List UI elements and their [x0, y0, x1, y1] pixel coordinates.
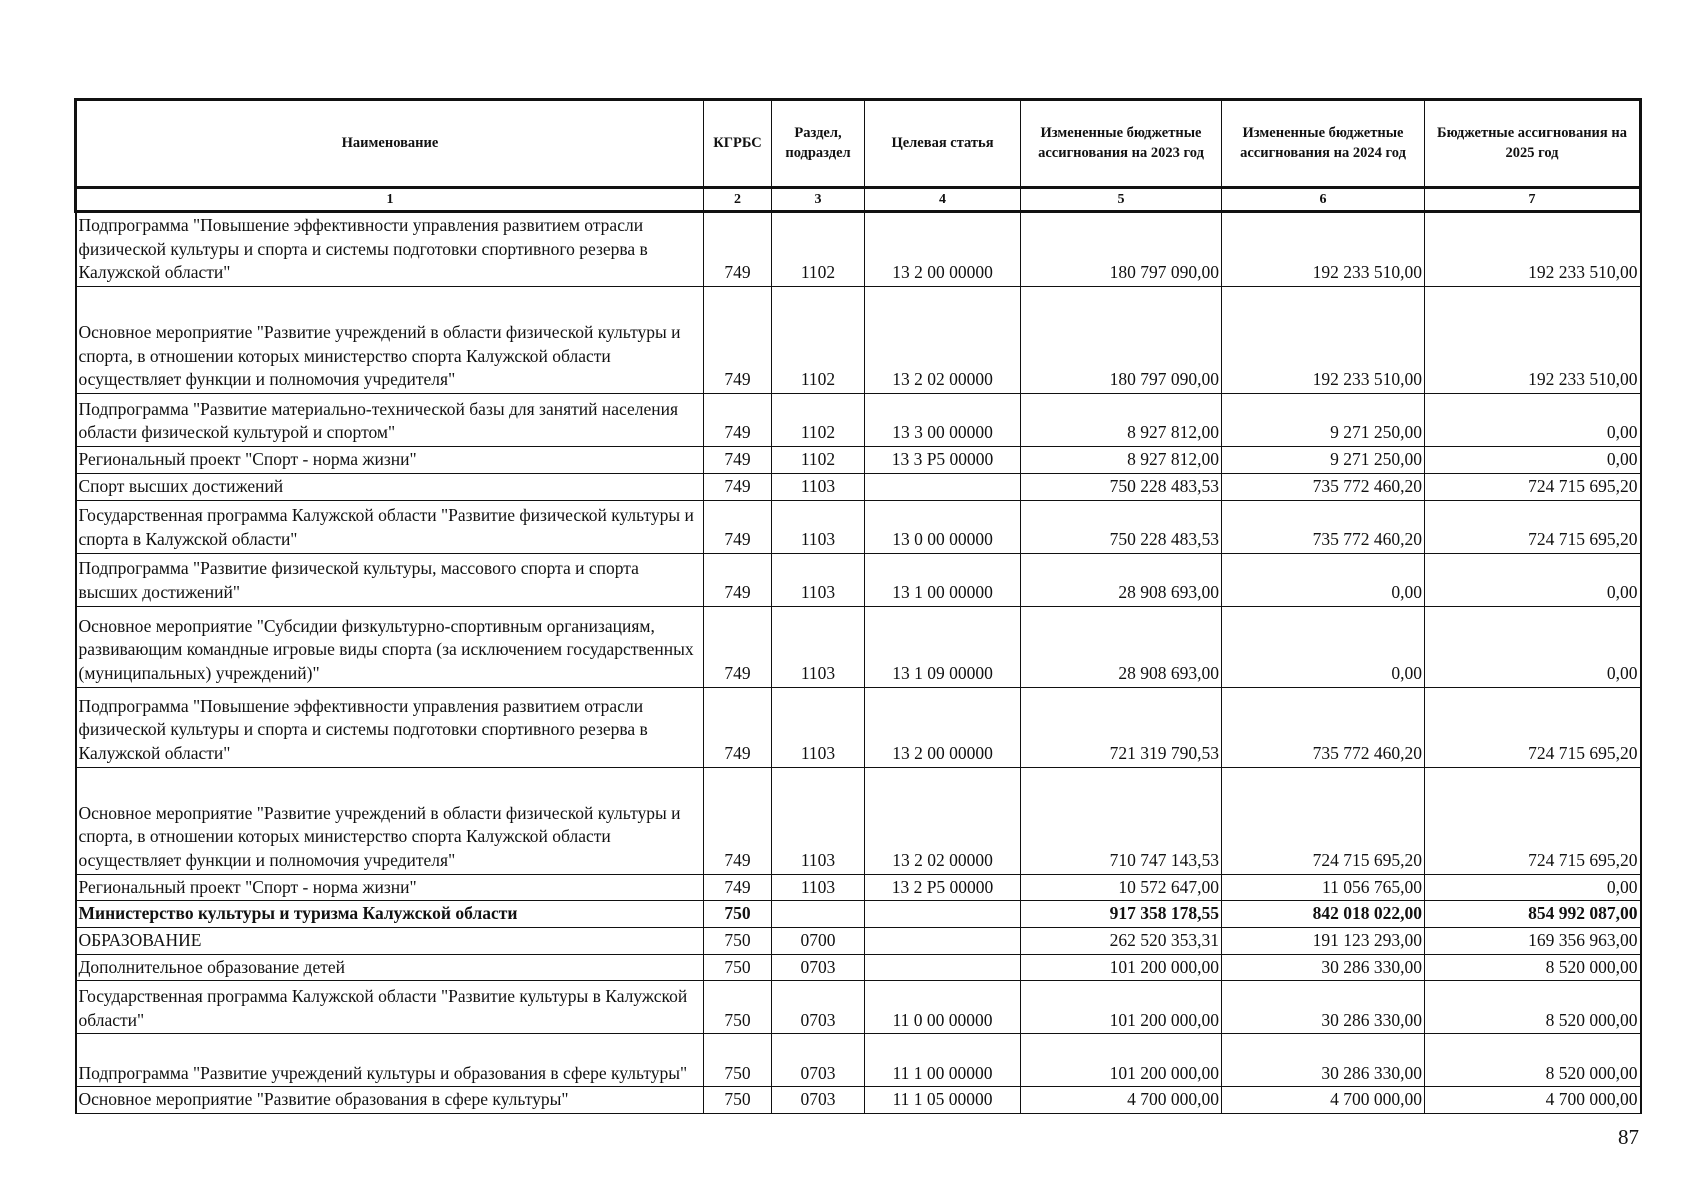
- row-2024: 30 286 330,00: [1222, 1034, 1425, 1087]
- column-number: 5: [1021, 188, 1222, 212]
- column-number: 7: [1425, 188, 1641, 212]
- table-row: [76, 606, 1641, 687]
- row-section: 1103: [772, 606, 865, 687]
- row-2023: 721 319 790,53: [1021, 687, 1222, 767]
- row-2024: 192 233 510,00: [1222, 287, 1425, 394]
- table-header: [76, 100, 1641, 212]
- column-number: 3: [772, 188, 865, 212]
- row-2025: 724 715 695,20: [1425, 474, 1641, 501]
- row-section: 0700: [772, 927, 865, 954]
- table-row: [76, 394, 1641, 447]
- row-target: 13 2 00 00000: [865, 212, 1021, 287]
- row-name: Основное мероприятие "Субсидии физкультурно-спортивным организациям, развивающим командные игровые виды спорта (за исключением государственных (муниципальных) учреждений)": [76, 606, 704, 687]
- header-2024: Измененные бюджетные ассигнования на 2024 год: [1222, 100, 1425, 188]
- row-target: [865, 954, 1021, 981]
- row-2025: 169 356 963,00: [1425, 927, 1641, 954]
- row-2024: 735 772 460,20: [1222, 500, 1425, 553]
- row-target: 13 2 02 00000: [865, 287, 1021, 394]
- row-kgrbs: 749: [704, 474, 772, 501]
- row-2024: 842 018 022,00: [1222, 901, 1425, 928]
- row-2024: 191 123 293,00: [1222, 927, 1425, 954]
- row-target: 13 2 00 00000: [865, 687, 1021, 767]
- row-2023: 10 572 647,00: [1021, 874, 1222, 901]
- row-name: Государственная программа Калужской области "Развитие физической культуры и спорта в Калужской области": [76, 500, 704, 553]
- budget-table: [74, 98, 1642, 1114]
- table-row: [76, 553, 1641, 606]
- row-2023: 262 520 353,31: [1021, 927, 1222, 954]
- row-section: 1103: [772, 874, 865, 901]
- row-2024: 4 700 000,00: [1222, 1087, 1425, 1114]
- row-2024: 735 772 460,20: [1222, 687, 1425, 767]
- row-2024: 192 233 510,00: [1222, 212, 1425, 287]
- row-section: 1103: [772, 474, 865, 501]
- header-2025: Бюджетные ассигнования на 2025 год: [1425, 100, 1641, 188]
- row-kgrbs: 749: [704, 606, 772, 687]
- row-target: 13 2 02 00000: [865, 767, 1021, 874]
- row-2024: 9 271 250,00: [1222, 447, 1425, 474]
- header-target: Целевая статья: [865, 100, 1021, 188]
- row-2023: 28 908 693,00: [1021, 553, 1222, 606]
- row-2025: 0,00: [1425, 447, 1641, 474]
- row-kgrbs: 750: [704, 954, 772, 981]
- row-section: 1102: [772, 447, 865, 474]
- row-2023: 8 927 812,00: [1021, 447, 1222, 474]
- row-kgrbs: 749: [704, 394, 772, 447]
- row-target: 13 3 P5 00000: [865, 447, 1021, 474]
- table-row: [76, 500, 1641, 553]
- table-row: [76, 1087, 1641, 1114]
- row-2023: 101 200 000,00: [1021, 954, 1222, 981]
- row-target: 13 2 P5 00000: [865, 874, 1021, 901]
- table-row: [76, 981, 1641, 1034]
- row-2024: 0,00: [1222, 606, 1425, 687]
- table-row: [76, 927, 1641, 954]
- row-2025: 0,00: [1425, 606, 1641, 687]
- row-2024: 9 271 250,00: [1222, 394, 1425, 447]
- row-kgrbs: 749: [704, 767, 772, 874]
- row-target: 13 1 00 00000: [865, 553, 1021, 606]
- header-2023: Измененные бюджетные ассигнования на 2023 год: [1021, 100, 1222, 188]
- row-2025: 8 520 000,00: [1425, 1034, 1641, 1087]
- table-row: [76, 447, 1641, 474]
- row-2025: 724 715 695,20: [1425, 500, 1641, 553]
- table-row: [76, 1034, 1641, 1087]
- row-2025: 192 233 510,00: [1425, 212, 1641, 287]
- row-name: Подпрограмма "Развитие материально-технической базы для занятий населения области физической культурой и спортом": [76, 394, 704, 447]
- row-section: 1103: [772, 767, 865, 874]
- column-number: 2: [704, 188, 772, 212]
- row-2024: 724 715 695,20: [1222, 767, 1425, 874]
- row-2025: 4 700 000,00: [1425, 1087, 1641, 1114]
- row-target: 11 1 00 00000: [865, 1034, 1021, 1087]
- row-name: Основное мероприятие "Развитие учреждений в области физической культуры и спорта, в отношении которых министерство спорта Калужской области осуществляет функции и полномочия учредителя": [76, 287, 704, 394]
- row-name: Региональный проект "Спорт - норма жизни": [76, 874, 704, 901]
- row-2023: 180 797 090,00: [1021, 212, 1222, 287]
- row-2025: 0,00: [1425, 874, 1641, 901]
- row-name: Министерство культуры и туризма Калужской области: [76, 901, 704, 928]
- row-2025: 8 520 000,00: [1425, 981, 1641, 1034]
- row-2023: 750 228 483,53: [1021, 500, 1222, 553]
- row-section: 0703: [772, 1034, 865, 1087]
- row-kgrbs: 749: [704, 553, 772, 606]
- row-kgrbs: 749: [704, 447, 772, 474]
- row-section: 1102: [772, 212, 865, 287]
- row-2023: 710 747 143,53: [1021, 767, 1222, 874]
- row-kgrbs: 750: [704, 901, 772, 928]
- row-2025: 192 233 510,00: [1425, 287, 1641, 394]
- row-kgrbs: 749: [704, 874, 772, 901]
- row-section: 0703: [772, 1087, 865, 1114]
- row-kgrbs: 750: [704, 1087, 772, 1114]
- row-name: Подпрограмма "Повышение эффективности управления развитием отрасли физической культуры и спорта и системы подготовки спортивного резерва в Калужской области": [76, 687, 704, 767]
- table-row: [76, 474, 1641, 501]
- row-name: Подпрограмма "Развитие учреждений культуры и образования в сфере культуры": [76, 1034, 704, 1087]
- header-section: Раздел, подраздел: [772, 100, 865, 188]
- row-section: 0703: [772, 954, 865, 981]
- row-2024: 0,00: [1222, 553, 1425, 606]
- row-name: Спорт высших достижений: [76, 474, 704, 501]
- header-kgrbs: КГРБС: [704, 100, 772, 188]
- row-target: 13 3 00 00000: [865, 394, 1021, 447]
- row-name: ОБРАЗОВАНИЕ: [76, 927, 704, 954]
- row-section: 1102: [772, 394, 865, 447]
- row-kgrbs: 750: [704, 981, 772, 1034]
- column-number: 4: [865, 188, 1021, 212]
- row-section: 1103: [772, 553, 865, 606]
- row-name: Государственная программа Калужской области "Развитие культуры в Калужской области": [76, 981, 704, 1034]
- table-row: [76, 874, 1641, 901]
- row-kgrbs: 749: [704, 287, 772, 394]
- row-name: Основное мероприятие "Развитие образования в сфере культуры": [76, 1087, 704, 1114]
- table-row: [76, 767, 1641, 874]
- column-number: 6: [1222, 188, 1425, 212]
- row-2025: 0,00: [1425, 553, 1641, 606]
- row-kgrbs: 749: [704, 212, 772, 287]
- row-target: 11 0 00 00000: [865, 981, 1021, 1034]
- row-section: 1102: [772, 287, 865, 394]
- row-2023: 101 200 000,00: [1021, 981, 1222, 1034]
- header-name: Наименование: [76, 100, 704, 188]
- row-name: Подпрограмма "Повышение эффективности управления развитием отрасли физической культуры и спорта и системы подготовки спортивного резерва в Калужской области": [76, 212, 704, 287]
- row-2025: 854 992 087,00: [1425, 901, 1641, 928]
- row-name: Подпрограмма "Развитие физической культуры, массового спорта и спорта высших достижений": [76, 553, 704, 606]
- row-2023: 750 228 483,53: [1021, 474, 1222, 501]
- table-body: [76, 212, 1641, 1114]
- row-name: Региональный проект "Спорт - норма жизни": [76, 447, 704, 474]
- row-section: 1103: [772, 687, 865, 767]
- row-2024: 30 286 330,00: [1222, 954, 1425, 981]
- row-section: [772, 901, 865, 928]
- row-2024: 30 286 330,00: [1222, 981, 1425, 1034]
- table-row: [76, 212, 1641, 287]
- row-kgrbs: 750: [704, 1034, 772, 1087]
- row-target: 13 0 00 00000: [865, 500, 1021, 553]
- row-2023: 101 200 000,00: [1021, 1034, 1222, 1087]
- table-row: [76, 954, 1641, 981]
- row-2023: 180 797 090,00: [1021, 287, 1222, 394]
- row-kgrbs: 750: [704, 927, 772, 954]
- row-name: Дополнительное образование детей: [76, 954, 704, 981]
- row-kgrbs: 749: [704, 687, 772, 767]
- table-row: [76, 901, 1641, 928]
- row-2024: 735 772 460,20: [1222, 474, 1425, 501]
- row-target: [865, 474, 1021, 501]
- row-section: 1103: [772, 500, 865, 553]
- row-2024: 11 056 765,00: [1222, 874, 1425, 901]
- row-2023: 28 908 693,00: [1021, 606, 1222, 687]
- row-2025: 0,00: [1425, 394, 1641, 447]
- row-target: 11 1 05 00000: [865, 1087, 1021, 1114]
- table-row: [76, 287, 1641, 394]
- row-target: [865, 927, 1021, 954]
- row-2023: 8 927 812,00: [1021, 394, 1222, 447]
- row-2023: 917 358 178,55: [1021, 901, 1222, 928]
- row-target: [865, 901, 1021, 928]
- table-row: [76, 687, 1641, 767]
- row-kgrbs: 749: [704, 500, 772, 553]
- row-2025: 724 715 695,20: [1425, 767, 1641, 874]
- row-target: 13 1 09 00000: [865, 606, 1021, 687]
- row-2025: 724 715 695,20: [1425, 687, 1641, 767]
- column-number: 1: [76, 188, 704, 212]
- row-name: Основное мероприятие "Развитие учреждений в области физической культуры и спорта, в отношении которых министерство спорта Калужской области осуществляет функции и полномочия учредителя": [76, 767, 704, 874]
- row-section: 0703: [772, 981, 865, 1034]
- row-2023: 4 700 000,00: [1021, 1087, 1222, 1114]
- row-2025: 8 520 000,00: [1425, 954, 1641, 981]
- page-number: 87: [1618, 1125, 1639, 1149]
